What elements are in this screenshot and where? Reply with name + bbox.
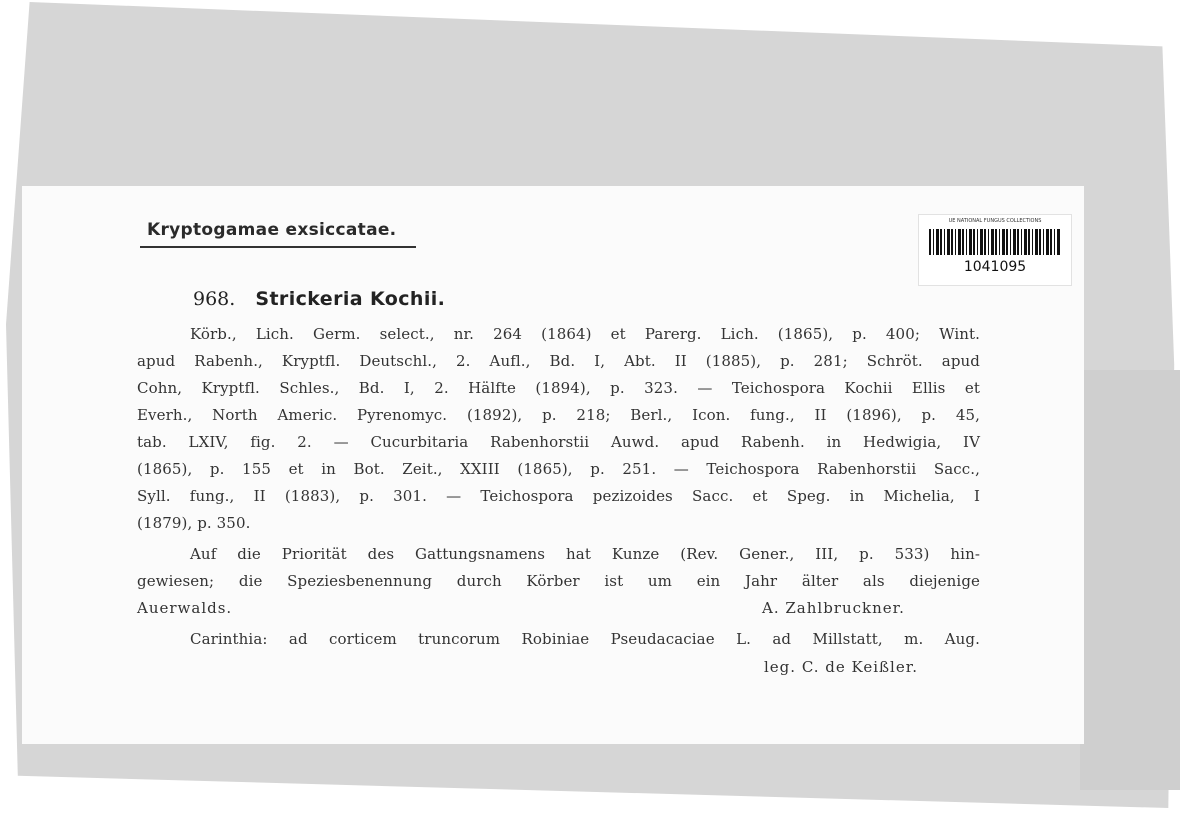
citation-line: Everh., North Americ. Pyrenomyc. (1892), p. 218; Berl., Icon. fung., II (1896), p. 45, — [137, 406, 980, 424]
barcode-bars — [929, 229, 1061, 255]
barcode-header: UE NATIONAL FUNGUS COLLECTIONS — [948, 218, 1042, 224]
citation-line: tab. LXIV, fig. 2. — Cucurbitaria Rabenhorstii Auwd. apud Rabenh. in Hedwigia, IV — [137, 433, 980, 451]
citation-line: Körb., Lich. Germ. select., nr. 264 (1864) et Parerg. Lich. (1865), p. 400; Wint. — [190, 325, 980, 343]
locality-line: Carinthia: ad corticem truncorum Robiniae Pseudacaciae L. ad Millstatt, m. Aug. — [190, 630, 980, 648]
entry-number: 968. — [193, 288, 236, 310]
species-name: Strickeria Kochii. — [255, 288, 446, 310]
series-title: Kryptogamae exsiccatae. — [147, 220, 397, 240]
citation-line: Syll. fung., II (1883), p. 301. — Teichospora pezizoides Sacc. et Speg. in Michelia, I — [137, 487, 980, 505]
packet-flap — [1080, 370, 1180, 790]
note-line: Auerwalds. — [137, 599, 233, 617]
entry-title — [193, 288, 445, 310]
citation-line: (1879), p. 350. — [137, 514, 251, 532]
barcode-label — [918, 214, 1072, 286]
series-underline — [140, 246, 416, 248]
citation-line: (1865), p. 155 et in Bot. Zeit., XXIII (1865), p. 251. — Teichospora Rabenhorstii Sacc., — [137, 460, 980, 478]
citation-line: Cohn, Kryptfl. Schles., Bd. I, 2. Hälfte (1894), p. 323. — Teichospora Kochii Ellis et — [137, 379, 980, 397]
barcode-number: 1041095 — [963, 259, 1027, 275]
citation-line: apud Rabenh., Kryptfl. Deutschl., 2. Aufl., Bd. I, Abt. II (1885), p. 281; Schröt. apud — [137, 352, 980, 370]
note-line: Auf die Priorität des Gattungsnamens hat Kunze (Rev. Gener., III, p. 533) hin- — [190, 545, 980, 563]
collector-line: leg. C. de Keißler. — [764, 658, 918, 676]
note-line: gewiesen; die Speziesbenennung durch Körber ist um ein Jahr älter als diejenige — [137, 572, 980, 590]
author-signature: A. Zahlbruckner. — [762, 599, 905, 617]
